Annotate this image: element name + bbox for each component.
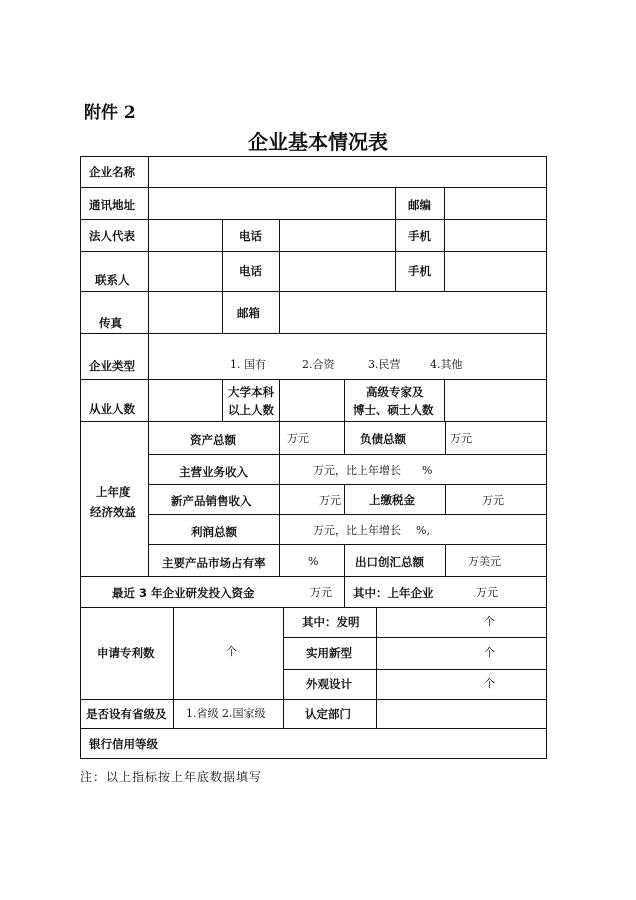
certify-dept-label: 认定部门 [305,707,351,721]
last-year-label: 其中：上年企业 [353,586,434,600]
tax-label: 上缴税金 [369,493,415,507]
percent-text: % [308,555,319,568]
mobile-label: 手机 [408,229,431,243]
grid-line [222,379,223,421]
patents-label: 申请专利数 [97,646,155,660]
unit-text: 万美元 [468,555,501,568]
unit-text: 万元，比上年增长 [313,464,401,477]
phone-label: 电话 [239,264,262,278]
legal-rep-label: 法人代表 [89,229,135,243]
unit-text: 万元 [310,586,332,599]
grid-line [444,219,445,291]
phone-label: 电话 [239,229,262,243]
unit-text: 万元 [482,494,504,507]
profit-label: 利润总额 [191,525,237,539]
contact-label: 联系人 [95,273,130,287]
unit-text: 万元 [450,432,472,445]
grid-line [148,514,547,515]
grid-line [173,607,174,728]
unit-text: 个 [484,677,495,690]
percent-text: % [422,464,433,477]
grid-line [279,219,280,333]
main-revenue-label: 主营业务收入 [179,465,248,479]
market-share-label: 主要产品市场占有率 [162,556,266,570]
grid-line [80,728,547,729]
grid-line [80,379,547,380]
economic-label: 上年度 [96,485,131,499]
grid-line [279,379,280,577]
economic-label: 经济效益 [90,505,136,519]
grid-line [80,333,547,334]
grid-line [80,421,547,422]
grid-line [445,544,446,576]
grid-line [445,421,446,454]
unit-text: 万元 [476,586,498,599]
grid-line [148,544,547,545]
company-type-label: 企业类型 [89,359,135,373]
grid-line [148,156,149,576]
grid-line [344,544,345,607]
bachelor-label: 大学本科 [228,385,274,399]
grid-line [376,607,377,728]
percent-text: %, [416,524,430,537]
grid-line [80,251,547,252]
liabilities-label: 负债总额 [360,432,406,446]
grid-line [148,454,547,455]
grid-line [395,219,396,291]
grid-line [80,576,547,577]
bank-credit-label: 银行信用等级 [89,737,158,751]
provincial-options: 1.省级 2.国家级 [186,707,266,720]
export-label: 出口创汇总额 [355,555,424,569]
type-option: 4.其他 [430,358,463,371]
form-title: 企业基本情况表 [248,130,388,154]
grid-line [395,187,396,219]
grid-line [80,156,81,759]
bachelor-label: 以上人数 [228,403,274,417]
grid-line [283,607,284,728]
postcode-label: 邮编 [408,198,431,212]
design-label: 外观设计 [306,677,352,691]
grid-line [80,291,547,292]
total-assets-label: 资产总额 [190,433,236,447]
grid-line [80,607,547,608]
invention-label: 其中：发明 [302,615,360,629]
grid-line [283,669,547,670]
grid-line [80,699,547,700]
unit-text: 万元 [287,432,309,445]
grid-line [283,637,547,638]
grid-line [444,379,445,421]
grid-line [344,421,345,454]
mobile-label: 手机 [408,264,431,278]
grid-line [80,156,547,157]
grid-line [344,484,345,514]
new-product-sales-label: 新产品销售收入 [171,494,252,508]
unit-text: 万元 [319,494,341,507]
experts-label: 高级专家及 [366,385,424,399]
grid-line [148,484,547,485]
company-info-form [80,156,547,759]
utility-model-label: 实用新型 [306,646,352,660]
rd-investment-label: 最近 3 年企业研发投入资金 [112,586,255,600]
unit-text: 万元，比上年增长 [313,524,401,537]
grid-line [546,156,547,759]
provincial-label: 是否设有省级及 [86,707,167,721]
email-label: 邮箱 [237,306,260,320]
unit-text: 个 [484,646,495,659]
grid-line [445,484,446,514]
grid-line [80,187,547,188]
grid-line [444,187,445,219]
grid-line [344,379,345,421]
type-option: 1. 国有 [230,358,266,371]
grid-line [80,758,547,759]
address-label: 通讯地址 [89,198,135,212]
footnote: 注：以上指标按上年底数据填写 [80,770,263,784]
employees-label: 从业人数 [89,402,135,416]
unit-text: 个 [484,615,495,628]
grid-line [222,219,223,333]
grid-line [80,219,547,220]
company-name-label: 企业名称 [89,165,135,179]
type-option: 2.合资 [302,358,335,371]
fax-label: 传真 [99,316,122,330]
experts-label: 博士、硕士人数 [353,403,434,417]
type-option: 3.民营 [368,358,401,371]
unit-text: 个 [226,645,237,658]
attachment-number: 附件 2 [84,103,136,123]
